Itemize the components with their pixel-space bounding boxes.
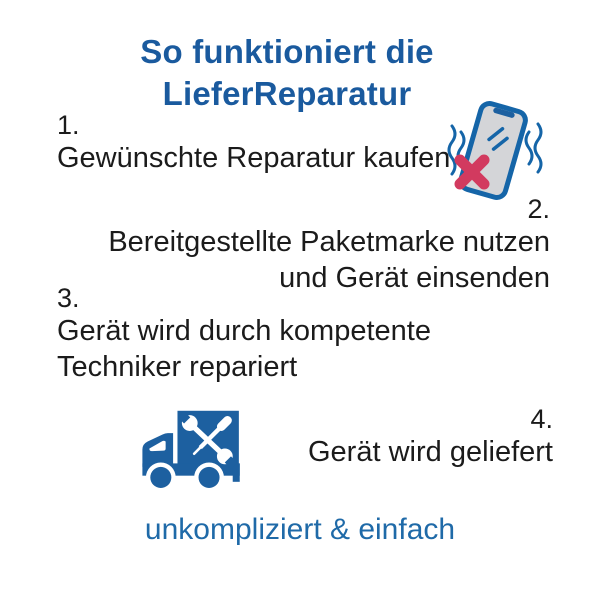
step-1-block — [57, 110, 450, 176]
phone-body — [459, 101, 528, 199]
step-3-text: Gerät wird durch kompetente — [57, 315, 431, 347]
step-3-block — [57, 283, 431, 385]
step-2-number: 2. — [527, 194, 550, 224]
step-2-text: Bereitgestellte Paketmarke nutzen — [108, 226, 550, 258]
step-1-text: Gewünschte Reparatur kaufen — [57, 142, 451, 174]
step-4-text: Gerät wird geliefert — [308, 436, 553, 468]
step-2-text-2: und Gerät einsenden — [279, 262, 550, 294]
broken-phone-icon — [441, 96, 545, 210]
title-line-1: So funktioniert die — [140, 33, 434, 70]
step-1-number: 1. — [57, 110, 80, 140]
step-4-block — [308, 404, 553, 470]
step-3-text-2: Techniker repariert — [57, 351, 298, 383]
vibration-waves-right — [526, 124, 541, 172]
step-4-number: 4. — [530, 404, 553, 434]
step-3-number: 3. — [57, 283, 80, 313]
title-line-2: LieferReparatur — [162, 75, 412, 112]
truck-wheel-right — [199, 467, 220, 488]
truck-bumper — [233, 463, 240, 481]
step-2-block — [108, 194, 550, 296]
repair-delivery-truck-icon — [131, 404, 245, 500]
truck-wheel-left — [150, 467, 171, 488]
footer-tagline: unkompliziert & einfach — [144, 513, 456, 546]
